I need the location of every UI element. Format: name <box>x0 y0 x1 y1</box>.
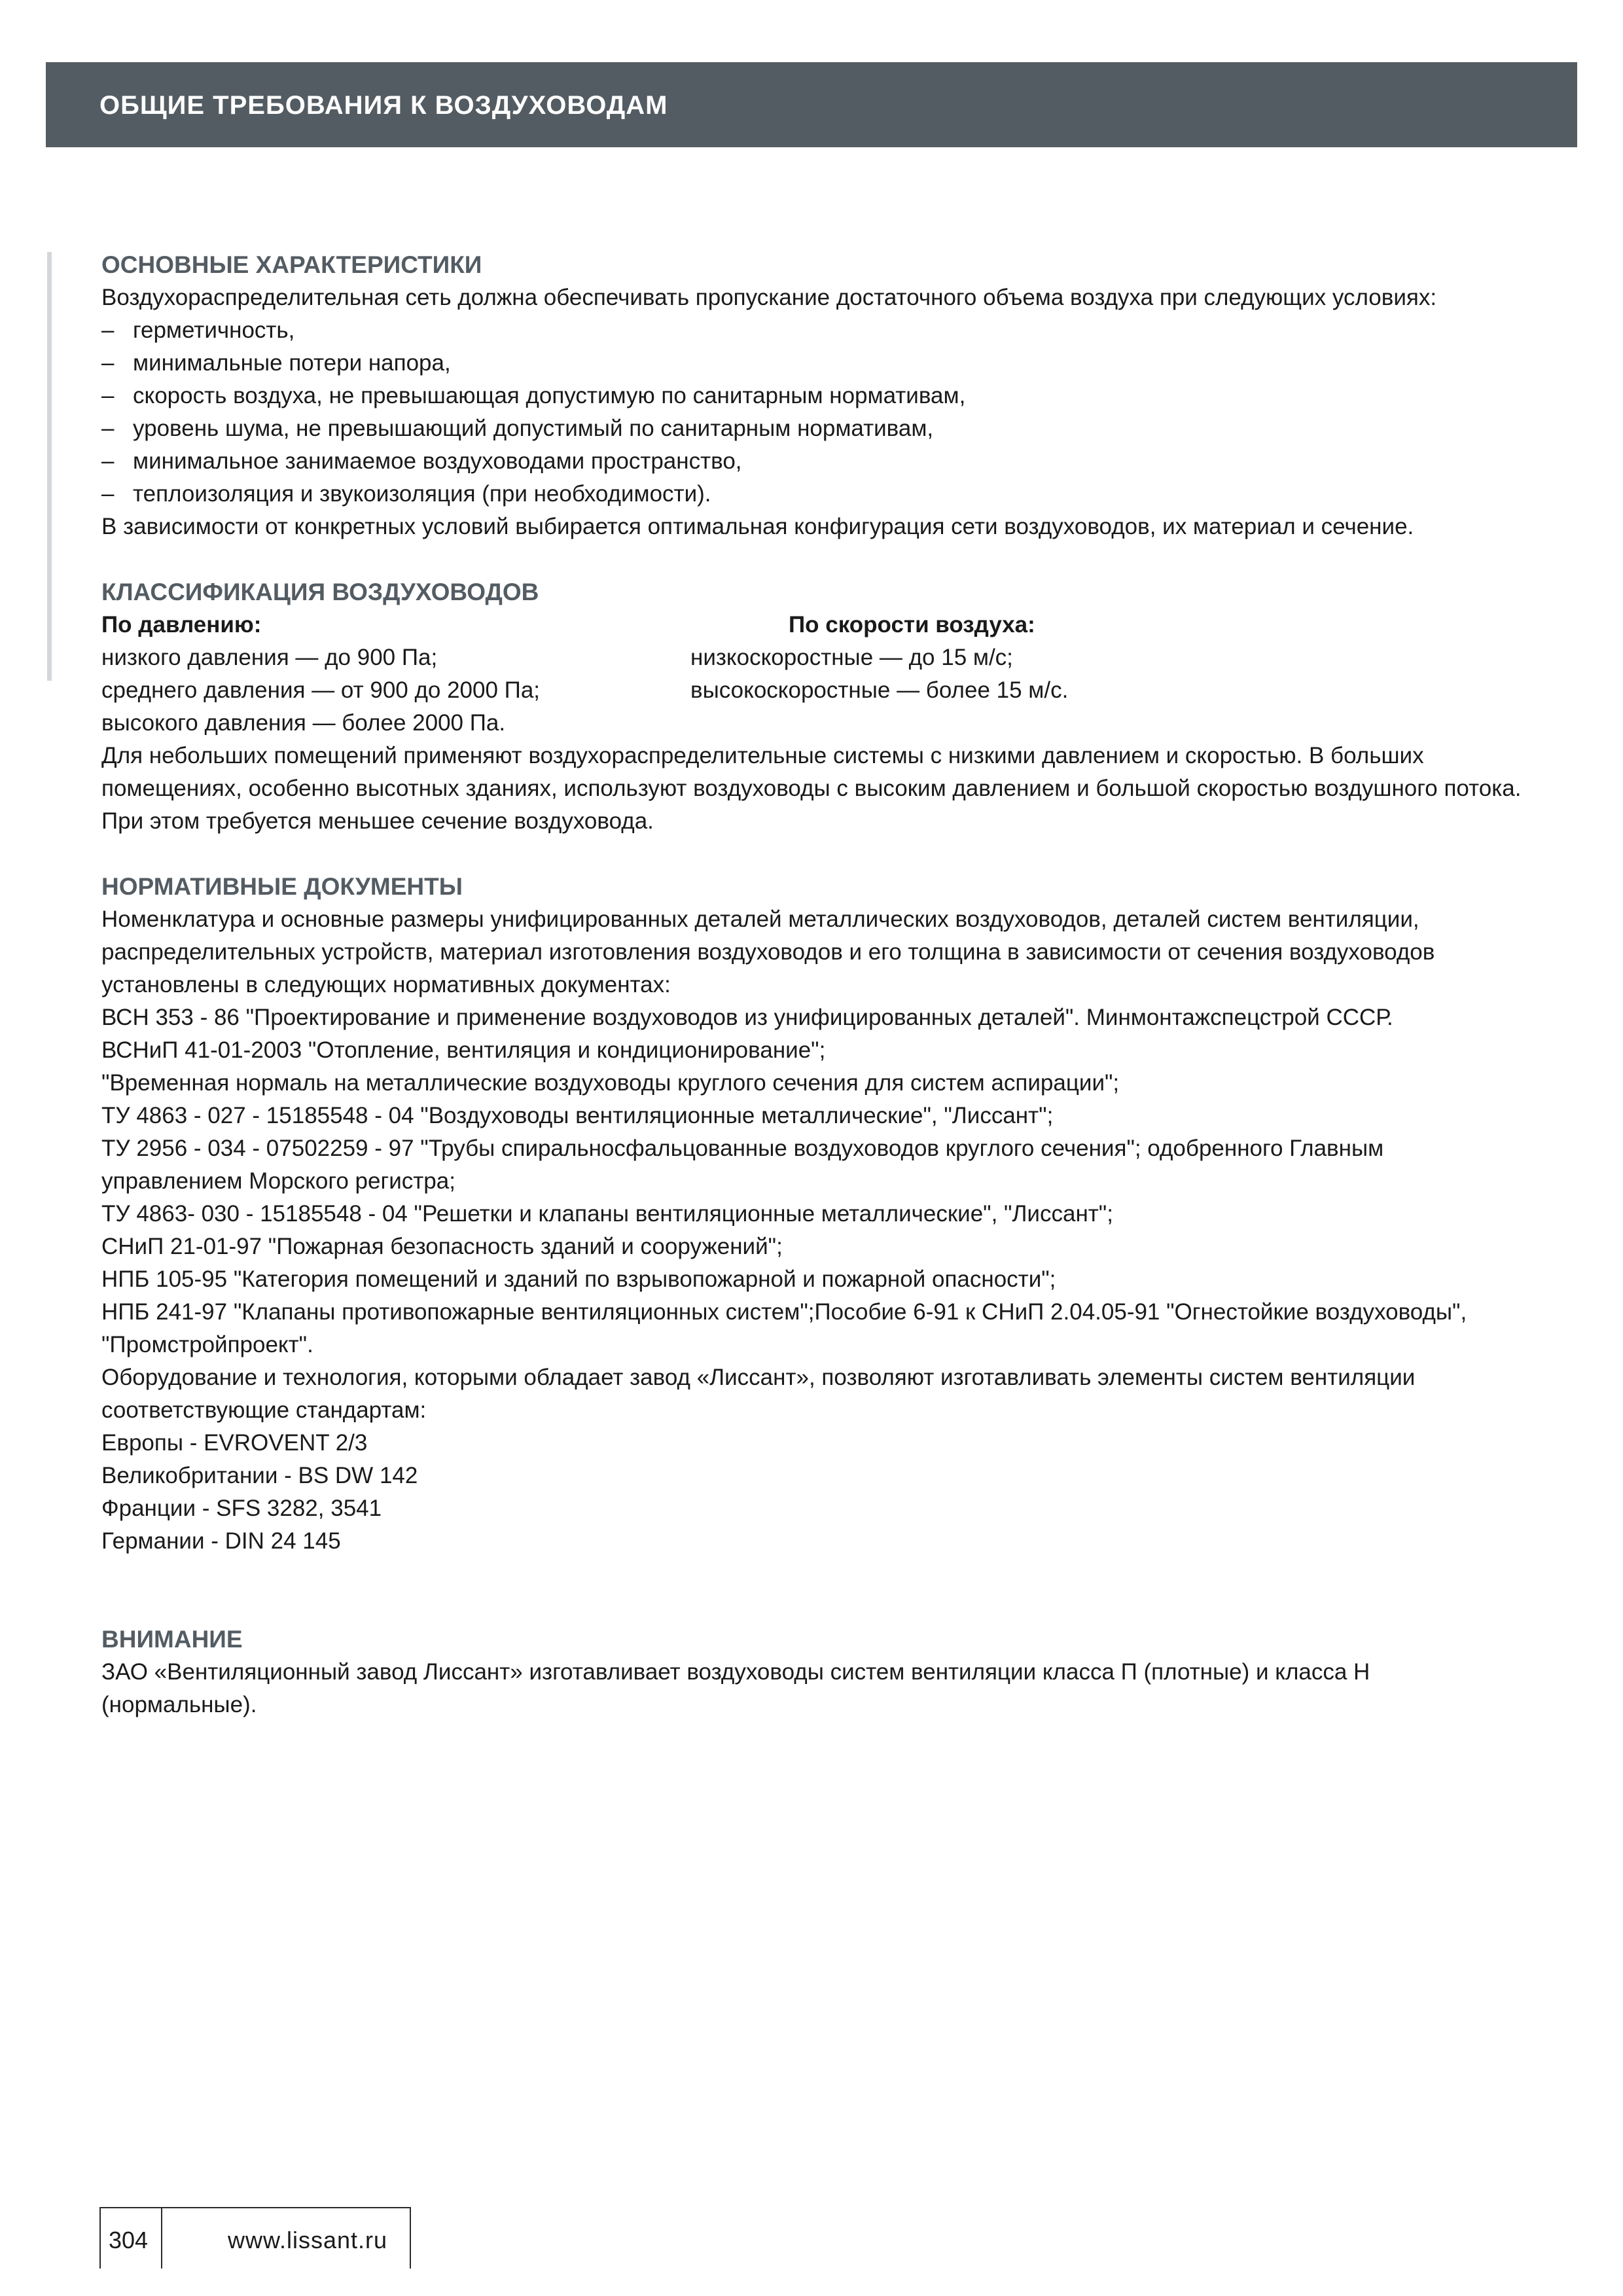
footer-divider <box>161 2208 162 2269</box>
classification-title: КЛАССИФИКАЦИЯ ВОЗДУХОВОДОВ <box>101 579 539 605</box>
standard-item: Великобритании - BS DW 142 <box>101 1463 418 1488</box>
list-item: – минимальное занимаемое воздуховодами пространство, <box>101 445 1522 478</box>
normative-doc: НПБ 241-97 "Клапаны противопожарные вентиляционных систем";Пособие 6-91 к СНиП 2.04.05-91 "Огнестойкие воздуховоды", "Промстройпроект". <box>101 1299 1467 1357</box>
normative-doc: ТУ 4863 - 027 - 15185548 - 04 "Воздуховоды вентиляционные металлические", "Лиссант"; <box>101 1103 1054 1128</box>
page-number: 304 <box>109 2227 149 2253</box>
speed-heading: По скорости воздуха: <box>789 612 1035 637</box>
list-item: – уровень шума, не превышающий допустимый по санитарным нормативам, <box>101 412 1522 445</box>
list-item: – герметичность, <box>101 314 1522 347</box>
speed-item: высокоскоростные — более 15 м/с. <box>690 677 1069 703</box>
equipment-text: Оборудование и технология, которыми обладает завод «Лиссант», позволяют изготавливать элементы систем вентиляции соответствующие стандартам: <box>101 1365 1416 1423</box>
normative-intro: Номенклатура и основные размеры унифицированных деталей металлических воздуховодов, деталей систем вентиляции, распределительных устройств, материал изготовления воздуховодов и его толщина в зависимости от сечения воздуховодов установлены в следующих нормативных документах: <box>101 906 1435 997</box>
attention-text: ЗАО «Вентиляционный завод Лиссант» изготавливает воздуховоды систем вентиляции класса П (плотные) и класса Н (нормальные). <box>101 1659 1370 1717</box>
normative-doc: ВСНиП 41-01-2003 "Отопление, вентиляция и кондиционирование"; <box>101 1037 826 1063</box>
side-rule <box>47 252 52 681</box>
classification-text: Для небольших помещений применяют воздухораспределительные системы с низкими давлением и скоростью. В больших помещениях, особенно высотных зданиях, используют воздуховоды с высоким давлением и большой скоростью воздушного потока. При этом требуется меньшее сечение воздуховода. <box>101 743 1522 834</box>
normative-doc: ТУ 4863- 030 - 15185548 - 04 "Решетки и клапаны вентиляционные металлические", "Лиссант"; <box>101 1201 1113 1227</box>
characteristics-list <box>101 314 1522 511</box>
pressure-item: среднего давления — от 900 до 2000 Па; <box>101 677 541 703</box>
list-item: – минимальные потери напора, <box>101 347 1522 380</box>
normative-doc: НПБ 105-95 "Категория помещений и зданий по взрывопожарной и пожарной опасности"; <box>101 1266 1056 1292</box>
classification-columns <box>101 609 1522 740</box>
classification-section <box>101 576 1522 838</box>
list-item: – скорость воздуха, не превышающая допустимую по санитарным нормативам, <box>101 380 1522 412</box>
normative-doc: ВСН 353 - 86 "Проектирование и применение воздуховодов из унифицированных деталей". Минмонтажспецстрой СССР. <box>101 1005 1393 1030</box>
normative-title: НОРМАТИВНЫЕ ДОКУМЕНТЫ <box>101 873 463 900</box>
footer <box>99 2207 411 2269</box>
characteristics-section <box>101 249 1522 543</box>
attention-section <box>101 1623 1522 1721</box>
attention-title: ВНИМАНИЕ <box>101 1626 243 1653</box>
list-item: – теплоизоляция и звукоизоляция (при необходимости). <box>101 478 1522 511</box>
standard-item: Европы - EVROVENT 2/3 <box>101 1430 368 1456</box>
normative-section <box>101 870 1522 1558</box>
speed-column <box>690 609 1279 707</box>
pressure-item: высокого давления — более 2000 Па. <box>101 710 506 736</box>
pressure-heading: По давлению: <box>101 612 262 637</box>
standard-item: Германии - DIN 24 145 <box>101 1528 341 1554</box>
page-title: ОБЩИЕ ТРЕБОВАНИЯ К ВОЗДУХОВОДАМ <box>99 91 668 120</box>
characteristics-intro: Воздухораспределительная сеть должна обеспечивать пропускание достаточного объема воздуха при следующих условиях: <box>101 285 1437 310</box>
characteristics-outro: В зависимости от конкретных условий выбирается оптимальная конфигурация сети воздуховодов, их материал и сечение. <box>101 514 1414 539</box>
normative-doc: "Временная нормаль на металлические воздуховоды круглого сечения для систем аспирации"; <box>101 1070 1120 1096</box>
standard-item: Франции - SFS 3282, 3541 <box>101 1496 382 1521</box>
normative-doc: ТУ 2956 - 034 - 07502259 - 97 "Трубы спиральносфальцованные воздуховодов круглого сечения"; одобренного Главным управлением Морского регистра; <box>101 1136 1384 1194</box>
characteristics-title: ОСНОВНЫЕ ХАРАКТЕРИСТИКИ <box>101 251 482 278</box>
website-url: www.lissant.ru <box>228 2227 388 2253</box>
normative-doc: СНиП 21-01-97 "Пожарная безопасность зданий и сооружений"; <box>101 1234 783 1259</box>
speed-item: низкоскоростные — до 15 м/с; <box>690 645 1013 670</box>
content <box>101 249 1522 1721</box>
pressure-item: низкого давления — до 900 Па; <box>101 645 438 670</box>
pressure-column <box>101 609 684 740</box>
header-bar <box>46 62 1577 147</box>
